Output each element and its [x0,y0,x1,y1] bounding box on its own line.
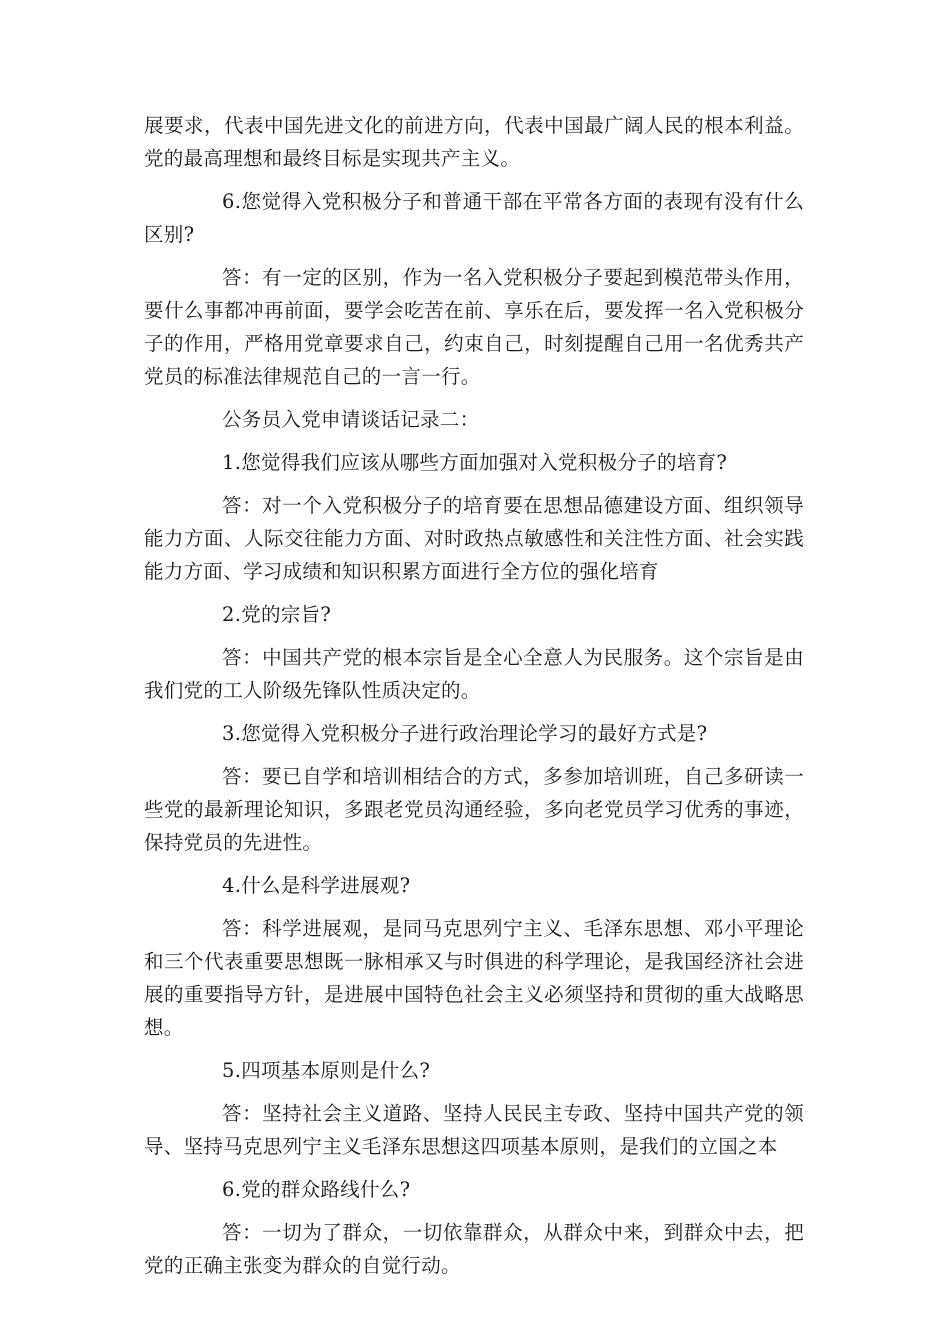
paragraph-continuation: 展要求，代表中国先进文化的前进方向，代表中国最广阔人民的根本利益。党的最高理想和最终目标是实现共产主义。 [144,114,804,170]
answer-2-purpose: 答：中国共产党的根本宗旨是全心全意人为民服务。这个宗旨是由我们党的工人阶级先锋队性质决定的。 [144,646,804,702]
answer-3-study: 答：要已自学和培训相结合的方式，多参加培训班，自己多研读一些党的最新理论知识，多跟老党员沟通经验，多向老党员学习优秀的事迹，保持党员的先进性。 [144,765,804,854]
section-heading-record-two: 公务员入党申请谈话记录二： [222,408,480,431]
question-6-mass-line: 6.党的群众路线什么? [222,1178,411,1201]
answer-1-training: 答：对一个入党积极分子的培育要在思想品德建设方面、组织领导能力方面、人际交往能力方面、对时政热点敏感性和关注性方面、社会实践能力方面、学习成绩和知识积累方面进行全方位的强化培育 [144,494,804,583]
question-6-distinction: 6.您觉得入党积极分子和普通干部在平常各方面的表现有没有什么区别? [144,190,804,246]
question-1-training: 1.您觉得我们应该从哪些方面加强对入党积极分子的培育? [222,451,728,474]
question-5-principles: 5.四项基本原则是什么? [222,1059,431,1082]
document-body [144,109,804,1292]
answer-6-distinction: 答：有一定的区别，作为一名入党积极分子要起到模范带头作用，要什么事都冲再前面，要学会吃苦在前、享乐在后，要发挥一名入党积极分子的作用，严格用党章要求自己，约束自己，时刻提醒自己用一名优秀共产党员的标准法律规范自己的一言一行。 [144,266,804,388]
answer-5-principles: 答：坚持社会主义道路、坚持人民民主专政、坚持中国共产党的领导、坚持马克思列宁主义毛泽东思想这四项基本原则，是我们的立国之本 [144,1102,804,1158]
question-4-development: 4.什么是科学进展观? [222,874,411,897]
answer-6-mass-line: 答：一切为了群众，一切依靠群众，从群众中来，到群众中去，把党的正确主张变为群众的自觉行动。 [144,1221,804,1277]
question-2-purpose: 2.党的宗旨? [222,603,332,626]
question-3-study: 3.您觉得入党积极分子进行政治理论学习的最好方式是? [222,722,708,745]
answer-4-development: 答：科学进展观，是同马克思列宁主义、毛泽东思想、邓小平理论和三个代表重要思想既一脉相承又与时俱进的科学理论，是我国经济社会进展的重要指导方针，是进展中国特色社会主义必须坚持和贯彻的重大战略思想。 [144,917,804,1039]
